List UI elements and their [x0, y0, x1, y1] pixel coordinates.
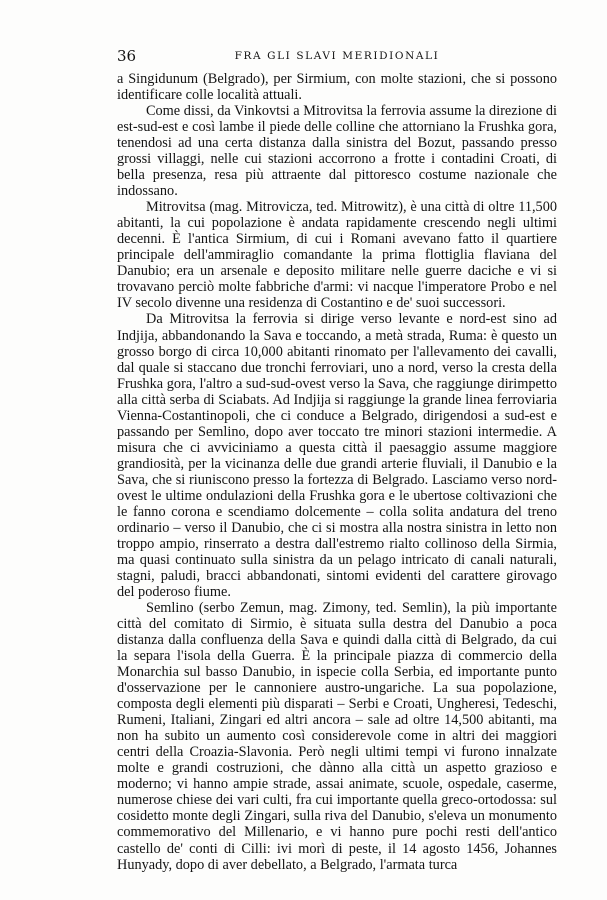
page-number: 36	[117, 47, 137, 65]
paragraph: Semlino (serbo Zemun, mag. Zimony, ted. Semlin), la più importante città del comitato di Sirmio, è situata sulla destra del Danubio a poca distanza dalla confluenza della Sava e quindi dalla città di Belgrado, da cui la separa l'isola della Guerra. È la principale piazza di commercio della Monarchia sul basso Danubio, in ispecie colla Serbia, ed importante punto d'osservazione per le cannoniere austro-ungariche. La sua popolazione, composta degli elementi più disparati – Serbi e Croati, Ungheresi, Tedeschi, Rumeni, Italiani, Zingari ed altri ancora – sale ad oltre 14,500 abitanti, ma non ha subito un aumento così considerevole come in altri dei maggiori centri della Croazia-Slavonia. Però negli ultimi tempi vi furono innalzate molte e grandi costruzioni, che dànno alla città un aspetto grazioso e moderno; vi hanno ampie strade, assai animate, scuole, ospedale, caserme, numerose chiese dei vari culti, fra cui importante quella greco-ortodossa: sul cosidetto monte degli Zingari, sulla riva del Danubio, s'eleva un monumento commemorativo del Millenario, e vi hanno pure pochi resti dell'antico castello de' conti di Cilli: ivi morì di peste, il 14 agosto 1456, Johannes Hunyady, dopo di aver debellato, a Belgrado, l'armata turca	[117, 600, 557, 873]
paragraph: a Singidunum (Belgrado), per Sirmium, con molte stazioni, che si possono identificare colle località attuali.	[117, 71, 557, 104]
paragraph: Come dissi, da Vinkovtsi a Mitrovitsa la ferrovia assume la direzione di est-sud-est e così lambe il piede delle colline che attorniano la Frushka gora, tenendosi ad una certa distanza dalla sinistra del Bozut, passando presso grossi villaggi, nelle cui stazioni accorrono a frotte i contadini Croati, di bella presenza, resa più attraente dal pittoresco costume nazionale che indossano.	[117, 103, 557, 200]
page-header	[117, 47, 557, 65]
body-text	[117, 71, 557, 873]
paragraph: Da Mitrovitsa la ferrovia si dirige verso levante e nord-est sino ad Indjija, abbandonando la Sava e toccando, a metà strada, Ruma: è questo un grosso borgo di circa 10,000 abitanti rinomato per l'allevamento dei cavalli, dal quale si staccano due tronchi ferroviari, uno a nord, verso la cresta della Frushka gora, l'altro a sud-sud-ovest verso la Sava, che raggiunge dirimpetto alla città serba di Sciabats. Ad Indjija si raggiunge la grande linea ferroviaria Vienna-Costantinopoli, che ci conduce a Belgrado, dirigendosi a sud-est e passando per Semlino, dopo aver toccato tre minori stazioni intermedie. A misura che ci avviciniamo a questa città il paesaggio assume maggiore grandiosità, per la vicinanza delle due grandi arterie fluviali, il Danubio e la Sava, che si riuniscono presso la fortezza di Belgrado. Lasciamo verso nord-ovest le ultime ondulazioni della Frushka gora e le ubertose coltivazioni che le fanno corona e scendiamo dolcemente – colla solita andatura del treno ordinario – verso il Danubio, che ci si mostra alla nostra sinistra in letto non troppo ampio, rinserrato a destra dall'estremo rialto collinoso della Sirmia, ma quasi continuato sulla sinistra da un pelago intricato di canali naturali, stagni, paludi, bracci abbandonati, sintomi evidenti del carattere girovago del poderoso fiume.	[117, 311, 557, 600]
running-title: FRA GLI SLAVI MERIDIONALI	[234, 50, 440, 62]
paragraph: Mitrovitsa (mag. Mitrovicza, ted. Mitrowitz), è una città di oltre 11,500 abitanti, la cui popolazione è andata rapidamente crescendo negli ultimi decenni. È l'antica Sirmium, di cui i Romani avevano fatto il quartiere principale dell'ammiraglio comandante la prima flottiglia flaviana del Danubio; era un arsenale e deposito militare nelle guerre daciche e vi si trovavano perciò molte fabbriche d'armi: vi nacque l'imperatore Probo e nel IV secolo divenne una residenza di Costantino e de' suoi successori.	[117, 199, 557, 312]
